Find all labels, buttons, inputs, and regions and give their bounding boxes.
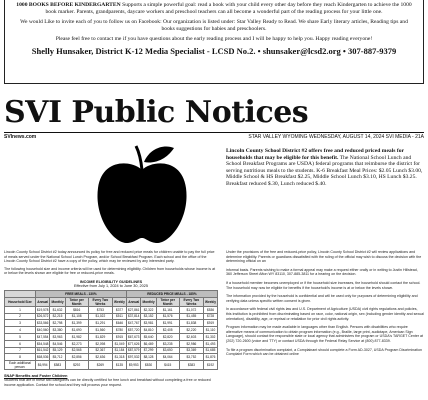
table-cell: $780 [113,327,127,334]
table-cell: $2,798 [50,320,65,327]
table-cell: $3,380 [50,327,65,334]
table-cell: $1,291 [88,320,112,327]
table-body [5,306,218,369]
table-cell: 3 [5,320,36,327]
left-column [4,250,218,390]
table-cell: $583 [50,361,65,370]
table-cell: $8,128 [141,354,156,361]
table-row [5,347,218,354]
table-cell: $919 [204,320,218,327]
table-cell: $915 [113,333,127,340]
table-cell: $415 [156,361,179,370]
table-row [5,313,218,320]
lede-rest: The National School Lunch and School Breakfast Programs are USDA) federal programs that reimburse the district for serving nutritious meals to the students. K-6 Breakfast Meal Prices: $2.05 Lunch $3.00, Middle School & HS Breakfast $2.25, Middle School Lunch $3.10, HS Lunch $3.25. Breakfast reduced $.30, Lunch reduced $.40. [226,154,423,187]
table-cell: $1,838 [179,320,203,327]
complaint-paragraph: To file a program discrimination complaint, a Complainant should complete a Form AD-3027, USDA Program Discrimination Complaint Form which can be obtained online [226,347,422,357]
table-cell: $377 [113,306,127,313]
table-cell: $3,981 [141,320,156,327]
table-cell: $1,184 [113,347,127,354]
table-cell: $26,572 [36,314,49,319]
table-cell: $33,566 [36,321,49,326]
appeal-paragraph: informal basis. Parents wishing to make a formal appeal may make a request either orally or in writing to Justin Hillstead, 360 Jefferson Street Afton WY 83110, 307-885-3811 for a hearing on the decision. [226,267,418,277]
language-paragraph: Program information may be made available in languages other than English. Persons with disabilities who require alternative means of communication to obtain program information (e.g., Braille, large print, audiotape, American Sign Language), should contact the responsible state or local agency that administers the program or USDA's TARGET Center at (202) 720-2600 (voice and TTY) or contact USDA through the Federal Relay Service at (800) 877-8339. [226,325,424,343]
column-header: Every Two Weeks [179,297,203,306]
table-cell: $3,650 [156,347,179,354]
table-cell: $753 [88,306,112,313]
table-cell: $1,399 [65,320,88,327]
table-cell: $1,560 [88,327,112,334]
column-header: Weekly [113,297,127,306]
notice-paragraph-3: Please feel free to contact me if you have questions about the early reading process and I will be happy to help you. Happy reading everyone! [55,36,373,42]
table-cell: $1,049 [113,340,127,347]
table-cell: $4,546 [50,340,65,347]
table-cell: $1,455 [179,313,203,320]
table-cell: $1,991 [156,320,179,327]
table-cell: $383 [179,361,203,370]
table-cell: Each additional person: [5,361,36,370]
table-cell: $2,636 [88,354,112,361]
unemployment-paragraph: If a household member becomes unemployed or if the household size increases, the household should contact the school. The household may now be eligible for benefits if the household's income is at or below the levels shown. [226,280,421,290]
table-cell: $646 [113,320,127,327]
group-reduced: REDUCED PRICE MEALS - 185% [126,290,217,297]
table-cell: $47,767 [127,321,140,326]
table-subtitle: Effective from July 1, 2024 to June 30, 2025 [73,283,148,288]
table-cell: $728 [204,313,218,320]
table-cell: $1,022 [88,313,112,320]
signature-line: Shelly Hunsaker, District K-12 Media Specialist - LCSD No.2. • shunsaker@lcsd2.org • 307-887-9379 [31,46,397,56]
lede-paragraph [226,148,424,188]
table-cell: $5,712 [50,354,65,361]
right-column [226,250,424,361]
column-header: Annual [126,297,141,306]
table-cell: $1,072 [179,306,203,313]
table-cell: $536 [204,306,218,313]
column-header: Annual [35,297,50,306]
snap-paragraph: Students that are in these two categories can be directly certified for free lunch and breakfast without completing a free or reduced income application. Contact the school and they will process your request. [4,378,211,387]
table-cell: $2,986 [179,340,203,347]
table-cell: $2,603 [179,333,203,340]
table-row [5,361,218,370]
table-cell: $511 [113,313,127,320]
table-cell: $4,064 [156,354,179,361]
table-cell: $57,720 [127,328,140,333]
meal-announcement [226,148,424,188]
table-cell: $2,273 [65,340,88,347]
table-row [5,306,218,313]
site-link[interactable]: SVInews.com [4,134,37,140]
table-cell: $2,098 [88,340,112,347]
table-title [4,280,218,288]
table-cell: $192 [204,361,218,370]
table-cell: $4,810 [141,327,156,334]
table-cell: $2,405 [156,327,179,334]
table-cell: $1,876 [204,354,218,361]
column-header: Twice per Month [156,297,179,306]
snap-heading: SNAP Benefits and Foster Children [4,374,68,379]
table-cell: $19,578 [36,307,49,312]
dateline: STAR VALLEY WYOMING WEDNESDAY, AUGUST 14, 2024 SVI MEDIA - 21A [248,134,424,140]
table-cell: $1,576 [156,313,179,320]
table-cell: $67,673 [127,334,140,339]
table-cell: $27,861 [127,307,140,312]
table-cell: $37,814 [127,314,140,319]
table-cell: $2,856 [65,354,88,361]
table-row [5,354,218,361]
table-cell: $1,161 [156,306,179,313]
table-cell: $54,548 [36,341,49,346]
table-cell: $6,994 [35,361,50,370]
table-row [5,333,218,340]
notice-heading: 1000 BOOKS BEFORE KINDERGARTEN [16,2,121,8]
policy-paragraph: Lincoln County School District #2 today announced its policy for free and reduced price meals for children unable to pay the full price of meals served under the National School Lunch Program, and/or School Breakfast Program. Each school and the office of the Lincoln County School District #2 have a copy of the policy, which may be reviewed by any interested party. [4,250,215,264]
notice-paragraph-2: We would Like to invite each of you to follow us on Facebook: Our organization is listed under: Star Valley Ready to Read. We share Early literary articles, Reading tips and books suggestions for babies and preschoolers. [20,19,408,32]
table-cell: $1,110 [204,327,218,334]
notice-paragraph-1 [13,2,415,16]
table-cell: $3,963 [50,333,65,340]
table-cell: $6,469 [141,340,156,347]
table-cell: $3,235 [156,340,179,347]
civil-rights-paragraph: In accordance with federal civil rights law and U.S. Department of Agriculture (USDA) civil rights regulations and policies, this institution is prohibited from discriminating based on race, color, national origin, sex (including gender identity and sexual orientation), disability, age, or reprisal or retaliation for prior civil rights activity. [226,307,424,321]
lede-bold: Lincoln County School District #2 offers free and reduced priced meals for households that may be eligible for this benefit. [226,148,404,161]
table-cell: $97,532 [127,355,140,360]
table-cell: $2,367 [88,347,112,354]
table-cell: $3,752 [179,354,203,361]
table-cell: $40,560 [36,328,49,333]
table-cell: $1,685 [204,347,218,354]
table-cell: $1,493 [204,340,218,347]
table-cell: $3,152 [141,313,156,320]
table-cell: 1 [5,306,36,313]
table-cell: $1,302 [204,333,218,340]
table-cell: 5 [5,333,36,340]
table-cell: $135 [113,361,127,370]
table-cell: 6 [5,340,36,347]
table-cell: $47,554 [36,334,49,339]
table-cell: $87,579 [127,348,140,353]
column-header: Weekly [204,297,218,306]
column-header: Monthly [50,297,65,306]
table-cell: $1,108 [65,313,88,320]
apple-icon [92,140,192,245]
confidential-paragraph: The information provided by the household is confidential and will be used only for purposes of determining eligibility and verifying data unless specific written consent is given. [226,294,418,303]
column-header: Twice per Month [65,297,88,306]
table-cell: $2,565 [65,347,88,354]
criteria-paragraph: The following household size and income criteria will be used for determining eligibility. Children from households whose income is at or below the levels shown are eligible for free or reduced-price meals. [4,266,216,276]
table-cell: $7,299 [141,347,156,354]
table-cell: $830 [141,361,156,370]
table-cell: $1,632 [50,306,65,313]
table-header-row [5,297,218,306]
table-cell: $1,829 [88,333,112,340]
table-cell: $2,215 [50,313,65,320]
column-header: Household Size [5,297,36,306]
table-cell: 2 [5,313,36,320]
table-title-text: INCOME ELIGIBILITY GUIDELINES [79,279,143,284]
table-cell: 4 [5,327,36,334]
table-cell: $269 [88,361,112,370]
table-cell: $2,820 [156,333,179,340]
column-header: Monthly [141,297,156,306]
table-cell: $816 [65,306,88,313]
column-header: Every Two Weeks [88,297,112,306]
table-cell: $1,318 [113,354,127,361]
table-cell: $68,536 [36,355,49,360]
table-cell: 8 [5,354,36,361]
table-cell: 7 [5,347,36,354]
table-row [5,340,218,347]
table-cell: $5,640 [141,333,156,340]
table-row [5,320,218,327]
table-cell: $5,129 [50,347,65,354]
table-cell: $77,626 [127,341,140,346]
table-cell: $292 [65,361,88,370]
table-cell: $1,690 [65,327,88,334]
table-cell: $1,982 [65,333,88,340]
review-paragraph: Under the provisions of the free and reduced-price policy, Lincoln County School District #2 will review applications and determine eligibility. Parents or guardians dissatisfied with the ruling of the official may wish to discuss the decision with the determining official on an [226,250,422,264]
table-row [5,327,218,334]
notice-body-1: Supports a simple powerful goal: read a book with your child every other day before they reach Kindergarten to achieve the 1000 book marker. Parents, grandparents, daycare workers and preschool teachers can all become a wonderful part of the reading process for your little one. [45,2,412,15]
group-free: FREE MEALS - 130% [35,290,126,297]
masthead-divider [4,132,424,133]
library-notice-box [4,0,424,84]
table-cell: $3,369 [179,347,203,354]
income-table [4,290,218,370]
table-cell: $2,322 [141,306,156,313]
table-cell: $9,953 [126,361,141,370]
masthead [4,95,424,140]
page-title: SVI Public Notices [4,95,309,130]
table-cell: $2,220 [179,327,203,334]
table-cell: $61,542 [36,348,49,353]
table-corner [5,290,36,297]
